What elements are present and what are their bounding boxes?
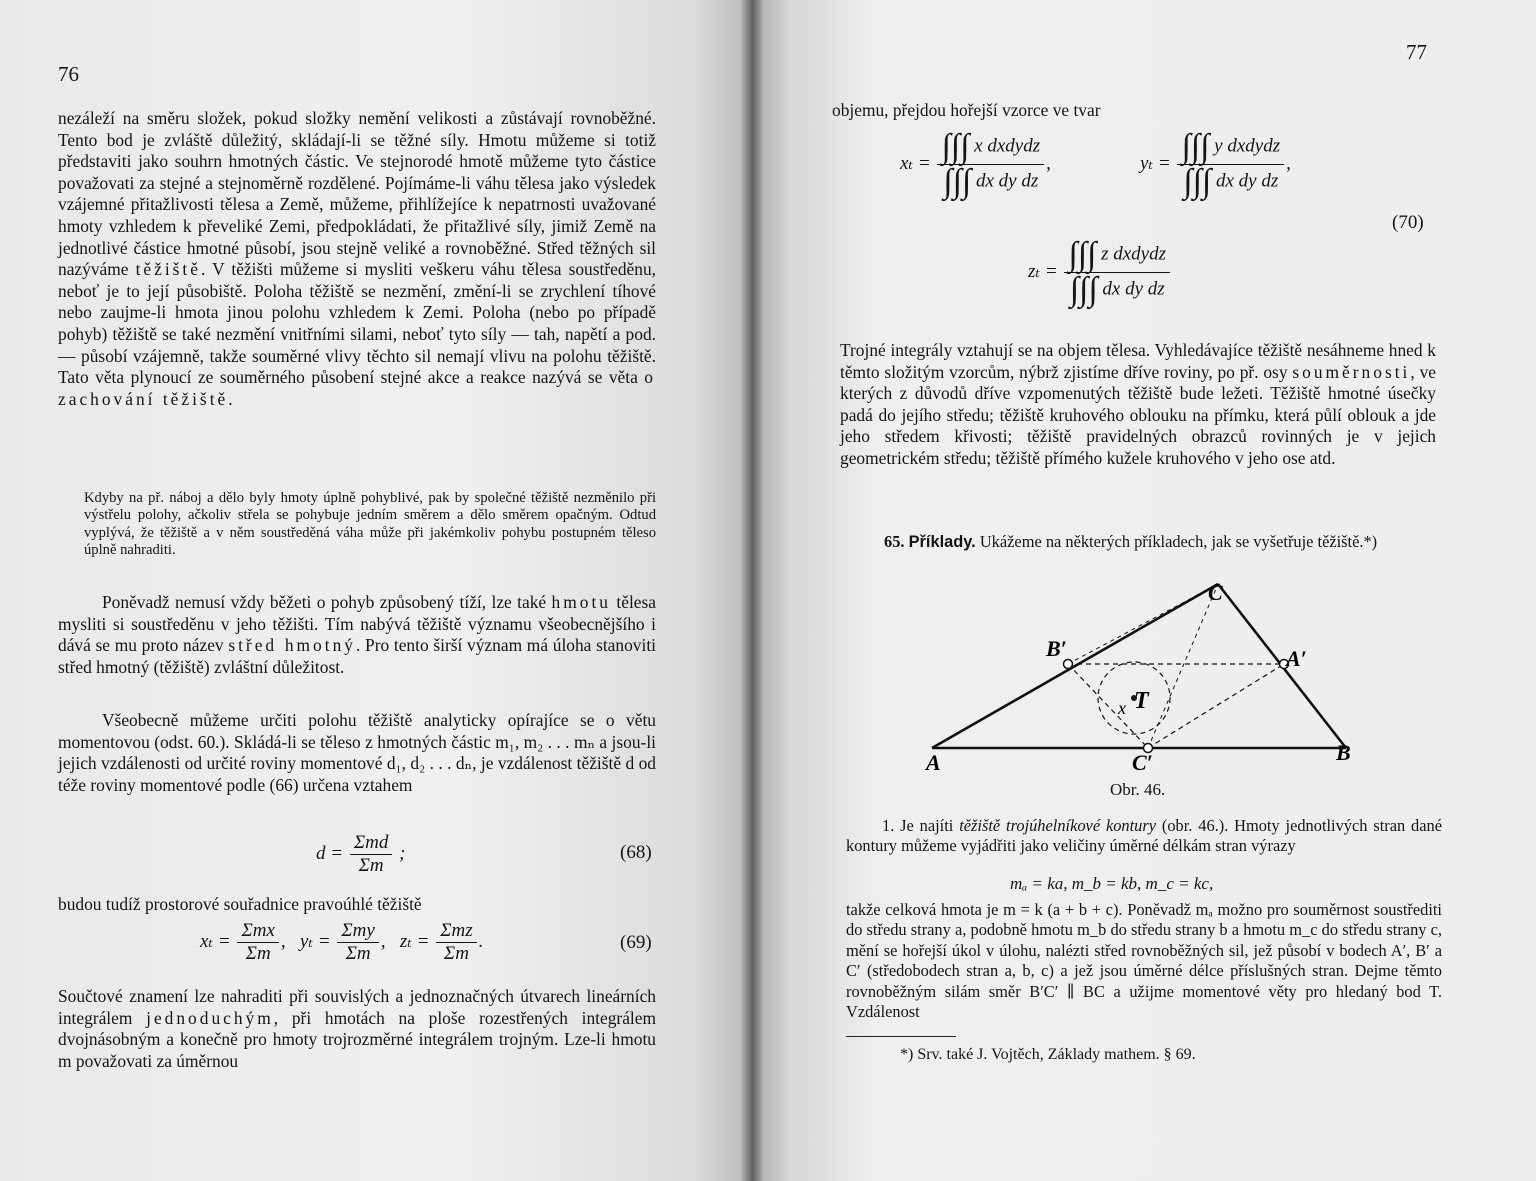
equation-70-x: xₜ = $\frac{\text{∫∫∫ x dxdydz}}{\text{∫∫∫ dx dy dz}}$ , [900,128,1051,200]
label-c-prime: C′ [1132,750,1153,775]
label-b: B [1336,740,1351,765]
label-x: x [1118,698,1126,718]
paragraph-moment-theorem: Všeobecně můžeme určiti polohu těžiště analyticky opírajíce se o větu momentovou (odst. 60.). Skládá-li se těleso z hmotných částic m₁, m₂ . . . mₙ a jsou-li jejich vzdálenosti od určité roviny momentové d₁, d₂ . . . dₙ, je vzdálenost těžiště d od téže roviny momentové podle (66) určena vztahem [58,710,656,795]
equation-69: xₜ = $\frac{\text{Σmx}}{\Sigma m}$ , yₜ = $\frac{\text{Σmy}}{\Sigma m}$ , zₜ = $\frac{\text{Σmz}}{\Sigma m}$ . [200,920,484,964]
footnote: *) Srv. také J. Vojtěch, Základy mathem. § 69. [900,1046,1196,1063]
example-1: 1. Je najíti těžiště trojúhelníkové kontury (obr. 46.). Hmoty jednotlivých stran dané kontury můžeme vyjádřiti jako veličiny úměrné délkám stran výrazy [846,816,1442,855]
left-page [0,0,752,1181]
label-c: C [1208,580,1223,605]
paragraph-integrals: Součtové znamení lze nahraditi při souvislých a jednoznačných útvarech lineárních integrálem jednoduchým, při hmotách na ploše rozestřených integrálem dvojnásobným a konečně pro hmoty trojrozměrné integrálem trojným. Lze-li hmotu m považovati za úměrnou [58,986,656,1071]
equation-masses: mₐ = ka, m_b = kb, m_c = kc, [1010,874,1214,893]
equation-label-69: (69) [620,932,652,953]
equation-70-z: zₜ = $\frac{\text{∫∫∫ z dxdydz}}{\text{∫∫∫ dx dy dz}}$ [1028,238,1172,307]
paragraph-coordinates: budou tudíž prostorové souřadnice pravoúhlé těžiště [58,894,422,914]
page-number: 77 [1406,40,1427,64]
footnote-rule [846,1036,956,1037]
label-a: A [926,750,941,775]
example-1-continued: takže celková hmota je m = k (a + b + c). Poněvadž mₐ možno pro souměrnost soustřediti do středu strany a, podobně hmotu m_b do středu strany b a hmotu m_c do středu strany c, mění se hořejší úkol v úlohu, nalézti střed rovnoběžných sil, jež působí v bodech A′, B′ a C′ (středobodech stran a, b, c) a jež jsou úměrné délce příslušných stran. Dejme těmto rovnoběžným silám směr B′C′ ∥ BC a užijme momentové věty pro hledaný bod T. Vzdálenost [846,900,1442,1022]
figure-caption: Obr. 46. [1110,780,1166,799]
paragraph-cannon-example: Kdyby na př. náboj a dělo byly hmoty úplně pohyblivé, pak by společné těžiště nezměnilo při výstřelu polohy, ačkoliv střela se pohybuje jedním směrem a dělo směrem opačným. Odtud vyplývá, že těžiště a v něm soustředěná váha může při jakémkoliv pohybu postupném těleso úplně nahraditi. [84,490,656,559]
label-b-prime: B′ [1046,636,1067,661]
equation-label-70: (70) [1392,212,1424,233]
book-gutter [740,0,764,1181]
figure-triangle [922,574,1362,784]
equation-70-y: yₜ = $\frac{\text{∫∫∫ y dxdydz}}{\text{∫∫∫ dx dy dz}}$ , [1140,128,1291,200]
right-page [752,0,1536,1181]
page-number: 76 [58,62,79,86]
paragraph-center-of-gravity: nezáleží na směru složek, pokud složky nemění velikosti a zůstávají rovnoběžné. Tento bod je zvláště důležitý, skládají-li se těžné síly. Hmotu můžeme si totiž představiti jako souhrn hmotných částic. Ve stejnorodé hmotě můžeme tyto částice považovati za stejné a stejnoměrně rozdělené. Pojímáme-li váhu tělesa jako výsledek vzájemné přitažlivosti tělesa a Země, můžeme, přihlížejíce k nepatrnosti uvažované hmoty vzhledem k převeliké Zemi, předpokládati, že přitažlivé síly, jimiž Země na jednotlivé částice hmotné působí, jsou stejně veliké a rovnoběžné. Střed těžných sil nazýváme těžiště. V těžišti můžeme si mysliti veškeru váhu tělesa soustředěnu, neboť je to její působiště. Poloha těžiště se nezmění, změní-li se zrychlení tíhové nebo zaujme-li hmota jinou polohu vzhledem k Zemi. Poloha (nebo po případě pohyb) těžiště se také nezmění vnitřními silami, neboť tyto síly — tah, napětí a pod. — působí vzájemně, takže souměrné vlivy těchto sil nemají vlivu na polohu těžiště. Tato věta plynoucí ze souměrného působení stejné akce a reakce nazývá se věta o zachování těžiště. [58,108,656,409]
paragraph-center-of-mass: Poněvadž nemusí vždy běžeti o pohyb způsobený tíží, lze také hmotu tělesa mysliti si soustředěnu v jeho těžišti. Tím nabývá těžiště významu všeobecnějšího i dává se mu proto název střed hmotný. Pro tento širší význam má úloha stanoviti střed hmotný (těžiště) zvláštní důležitost. [58,592,656,677]
paragraph-intro: objemu, přejdou hořejší vzorce ve tvar [832,100,1101,120]
paragraph-symmetry: Trojné integrály vztahují se na objem tělesa. Vyhledávajíce těžiště nesáhneme hned k těmto složitým vzorcům, nýbrž zjistíme dříve roviny, po př. osy souměrnosti, ve kterých z důvodů dříve vzpomenutých těžiště bude ležeti. Těžiště hmotné úsečky padá do jejího středu; těžiště kruhového oblouku na přímku, která půlí oblouk a jde jeho středem křivosti; těžiště pravidelných obrazců rovinných je v jejich geometrickém středu; těžiště přímého kužele kruhového v jeho ose atd. [840,340,1436,468]
label-t: T [1134,688,1149,714]
label-a-prime: A′ [1286,646,1307,671]
section-65: 65. Příklady. Ukážeme na některých příkladech, jak se vyšetřuje těžiště.*) [884,532,1378,551]
equation-68: d = $\frac{\text{Σmd}}{\Sigma m}$ ; [316,832,406,876]
equation-label-68: (68) [620,842,652,863]
